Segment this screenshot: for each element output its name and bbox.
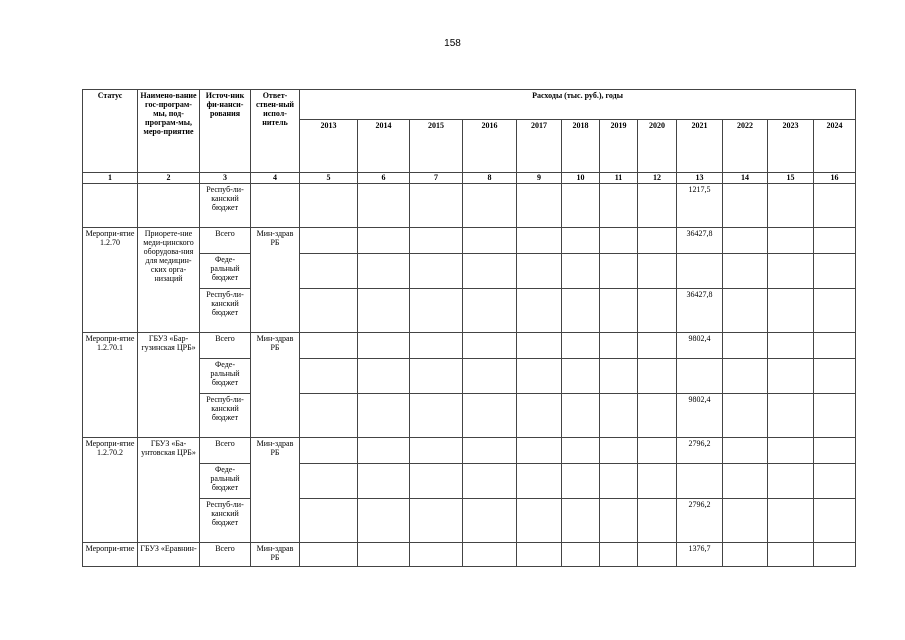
status-cell [83,184,138,228]
name-cell: ГБУЗ «Ба-унтовская ЦРБ» [138,438,200,543]
column-number: 7 [410,173,463,184]
year-header: 2020 [638,120,677,173]
executor-cell: Мин-здрав РБ [251,438,300,543]
value-2021: 9802,4 [677,394,723,438]
status-cell: Меропри-ятие 1.2.70.1 [83,333,138,438]
source-cell: Феде-ральный бюджет [200,464,251,499]
page-number: 158 [444,38,461,49]
column-number: 9 [517,173,562,184]
column-number: 8 [463,173,517,184]
header-executor: Ответ-ствен-ный испол-нитель [251,90,300,173]
source-cell: Феде-ральный бюджет [200,254,251,289]
column-number: 15 [768,173,814,184]
value-2021: 2796,2 [677,499,723,543]
value-2021 [677,254,723,289]
column-number: 6 [358,173,410,184]
name-cell: ГБУЗ «Бар-гузинская ЦРБ» [138,333,200,438]
year-header: 2024 [814,120,856,173]
source-cell: Респуб-ли-канский бюджет [200,499,251,543]
executor-cell: Мин-здрав РБ [251,543,300,567]
value-2021 [677,359,723,394]
table-row [83,333,856,359]
column-number: 3 [200,173,251,184]
table-row [83,228,856,254]
column-number: 11 [600,173,638,184]
source-cell: Респуб-ли-канский бюджет [200,289,251,333]
name-cell: ГБУЗ «Еравнин- [138,543,200,567]
column-number: 16 [814,173,856,184]
header-source: Источ-ник фи-нанси-рования [200,90,251,173]
table-row [83,543,856,567]
name-cell [138,184,200,228]
value-2021: 36427,8 [677,289,723,333]
source-cell: Всего [200,228,251,254]
header-status: Статус [83,90,138,173]
column-number: 12 [638,173,677,184]
budget-table [82,89,856,567]
column-number: 5 [300,173,358,184]
year-header: 2021 [677,120,723,173]
header-expenses: Расходы (тыс. руб.), годы [300,90,856,120]
year-header: 2016 [463,120,517,173]
source-cell: Феде-ральный бюджет [200,359,251,394]
source-cell: Респуб-ли-канский бюджет [200,184,251,228]
column-number: 14 [723,173,768,184]
year-header: 2019 [600,120,638,173]
column-number: 2 [138,173,200,184]
column-number: 10 [562,173,600,184]
column-number: 13 [677,173,723,184]
executor-cell: Мин-здрав РБ [251,228,300,333]
year-header: 2023 [768,120,814,173]
value-2021: 2796,2 [677,438,723,464]
year-header: 2013 [300,120,358,173]
year-header: 2017 [517,120,562,173]
executor-cell: Мин-здрав РБ [251,333,300,438]
year-header: 2015 [410,120,463,173]
source-cell: Всего [200,333,251,359]
value-2021: 9802,4 [677,333,723,359]
year-header: 2014 [358,120,410,173]
name-cell: Приорете-ние меди-цинского оборудова-ния для медицин-ских орга-низаций [138,228,200,333]
table-row [83,184,856,228]
year-header: 2022 [723,120,768,173]
value-2021: 36427,8 [677,228,723,254]
column-number: 1 [83,173,138,184]
status-cell: Меропри-ятие 1.2.70 [83,228,138,333]
executor-cell [251,184,300,228]
value-2021: 1376,7 [677,543,723,567]
value-2021: 1217,5 [677,184,723,228]
source-cell: Всего [200,438,251,464]
year-header: 2018 [562,120,600,173]
source-cell: Всего [200,543,251,567]
source-cell: Респуб-ли-канский бюджет [200,394,251,438]
column-number: 4 [251,173,300,184]
table-row [83,438,856,464]
value-2021 [677,464,723,499]
header-name: Наимено-вание гос-програм-мы, под-програм-мы, меро-приятие [138,90,200,173]
status-cell: Меропри-ятие [83,543,138,567]
status-cell: Меропри-ятие 1.2.70.2 [83,438,138,543]
